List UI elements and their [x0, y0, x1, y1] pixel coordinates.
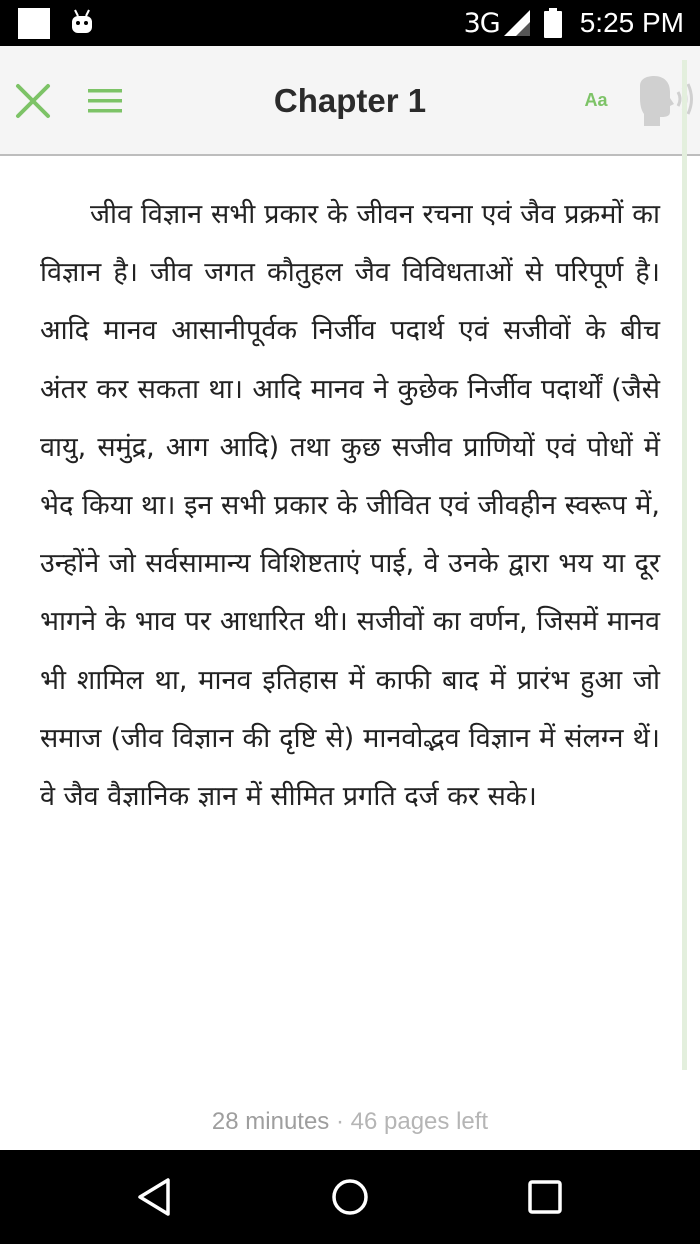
reader-toolbar [0, 46, 700, 156]
battery-icon [544, 8, 562, 38]
system-nav-bar [0, 1150, 700, 1244]
recents-icon[interactable] [522, 1174, 568, 1220]
scroll-indicator[interactable] [682, 60, 687, 1070]
signal-icon [502, 10, 530, 36]
reading-progress [0, 1108, 700, 1148]
android-icon [70, 9, 94, 35]
back-icon[interactable] [132, 1174, 178, 1220]
status-time: 5:25 PM [579, 7, 684, 38]
notification-square-icon [18, 8, 50, 39]
status-bar [0, 0, 700, 46]
home-icon[interactable] [327, 1174, 373, 1220]
chapter-text: जीव विज्ञान सभी प्रकार के जीवन रचना एवं जैव प्रक्रमों का विज्ञान है। जीव जगत कौतुहल जैव विविधताओं से परिपूर्ण है। आदि मानव आसानीपूर्वक निर्जीव पदार्थ एवं सजीवों के बीच अंतर कर सकता था। आदि मानव ने कुछेक निर्जीव पदार्थों (जैसे वायु, समुंद्र, आग आदि) तथा कुछ सजीव प्राणियों एवं पोधों में भेद किया था। इन सभी प्रकार के जीवित एवं जीवहीन स्वरूप में, उन्होंने जो सर्वसामान्य विशिष्टताएं पाई, वे उनके द्वारा भय या दूर भागने के भाव पर आधारित थी। सजीवों का वर्णन, जिसमें मानव भी शामिल था, मानव इतिहास में काफी बाद में प्रारंभ हुआ जो समाज (जीव विज्ञान की दृष्टि से) मानवोद्भव विज्ञान में संलग्न थें। वे जैव वैज्ञानिक ज्ञान में सीमित प्रगति दर्ज कर सके। [40, 199, 661, 813]
chapter-title: Chapter 1 [273, 82, 427, 119]
pages-left: 46 pages left [350, 1108, 489, 1135]
time-left: 28 minutes [211, 1108, 330, 1135]
font-settings-button[interactable]: Aa [584, 90, 608, 110]
network-type: 3G [463, 7, 500, 39]
menu-icon[interactable] [86, 86, 124, 116]
progress-separator: · [329, 1108, 351, 1135]
close-icon[interactable] [14, 82, 52, 120]
